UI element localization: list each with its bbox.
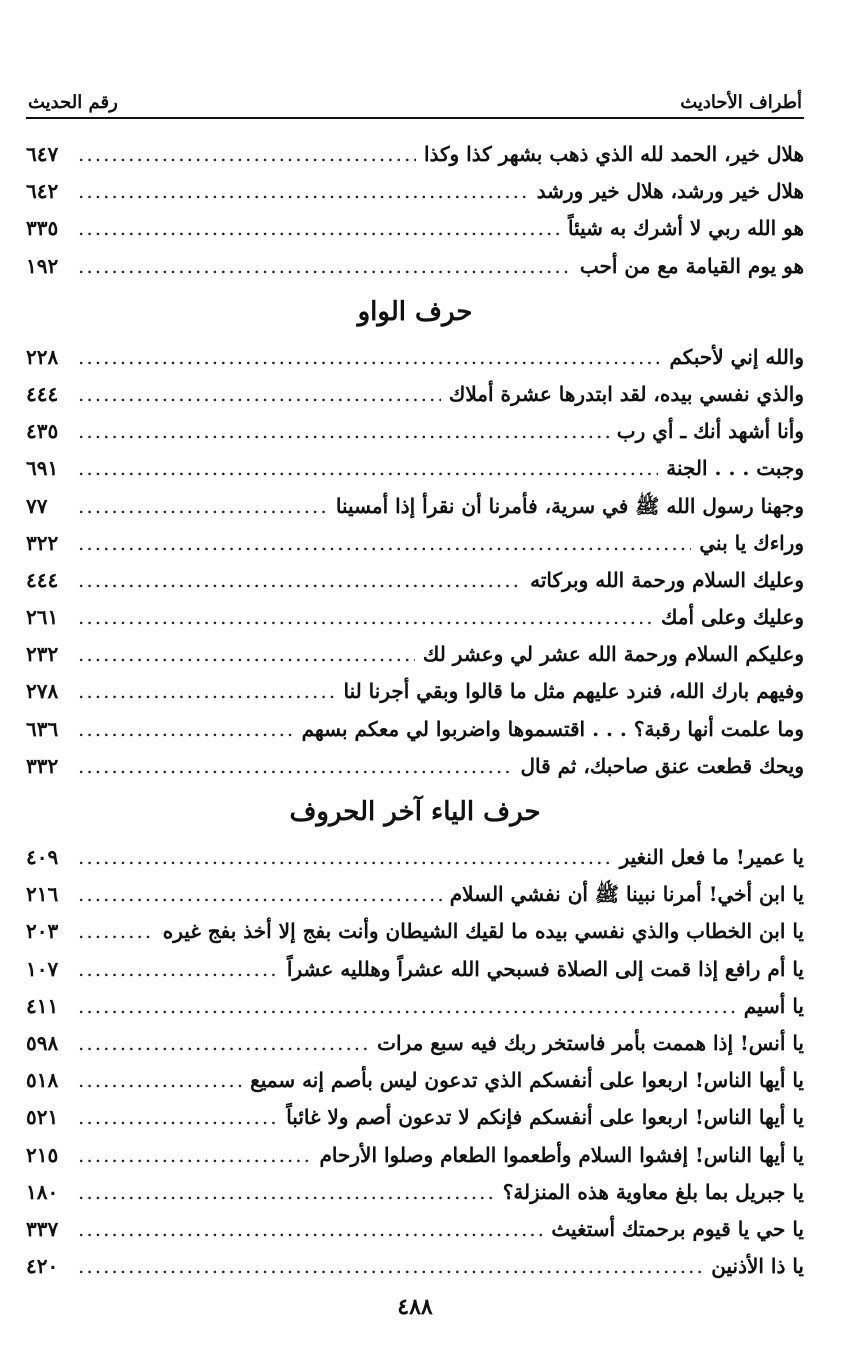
- index-entry: [26, 599, 804, 636]
- index-entry: [26, 525, 804, 562]
- hadith-number: ٦٤٧: [26, 142, 59, 166]
- dot-leader: [78, 488, 328, 525]
- hadith-text: يا جبريل بما بلغ معاوية هذه المنزلة؟: [502, 1179, 804, 1204]
- dot-leader: [78, 248, 572, 285]
- hadith-text: والله إني لأحبكم: [669, 344, 804, 369]
- hadith-number: ٢٦١: [26, 605, 59, 630]
- hadith-number: ٣٢٢: [26, 530, 59, 555]
- hadith-text: هلال خير ورشد، هلال خير ورشد: [536, 179, 804, 204]
- dot-leader: [78, 525, 691, 562]
- index-entry: [26, 1174, 804, 1211]
- page-number: ٤٨٨: [397, 1294, 433, 1320]
- index-entry: [26, 136, 804, 173]
- index-entry: [26, 1062, 804, 1099]
- book-page: [26, 0, 804, 1372]
- index-entry: [26, 413, 804, 450]
- hadith-text: وعليك السلام ورحمة الله وبركاته: [530, 567, 804, 592]
- index-entry: [26, 173, 804, 210]
- hadith-text: ويحك قطعت عنق صاحبك، ثم قال: [520, 753, 804, 778]
- hadith-index: [26, 136, 804, 1285]
- hadith-number: ١٨٠: [26, 1179, 59, 1204]
- index-entry: [26, 376, 804, 413]
- dot-leader: [78, 636, 415, 673]
- hadith-number: ١٩٢: [26, 253, 59, 278]
- hadith-number: ٣٣٧: [26, 1216, 59, 1241]
- index-entry: [26, 210, 804, 247]
- index-entry: [26, 248, 804, 285]
- dot-leader: [78, 1025, 369, 1062]
- hadith-text: وجهنا رسول الله ﷺ في سرية، فأمرنا أن نقرأ إذا أمسينا: [335, 493, 804, 518]
- index-entry: [26, 450, 804, 487]
- hadith-text: يا أيها الناس! اربعوا على أنفسكم فإنكم لا تدعون أصم ولا غائباً: [286, 1105, 804, 1130]
- hadith-text: يا ابن أخي! أمرنا نبينا ﷺ أن نفشي السلام: [449, 882, 804, 907]
- hadith-number: ٣٣٥: [26, 216, 59, 241]
- index-entry: [26, 562, 804, 599]
- dot-leader: [78, 711, 294, 748]
- dot-leader: [78, 951, 279, 988]
- hadith-text: وفيهم بارك الله، فنرد عليهم مثل ما قالوا وبقي أجرنا لنا: [343, 679, 804, 704]
- hadith-number: ٣٣٢: [26, 753, 59, 778]
- index-entry: [26, 673, 804, 710]
- hadith-number: ٥٩٨: [26, 1030, 59, 1055]
- hadith-number: ٢٧٨: [26, 679, 59, 704]
- index-entry: [26, 748, 804, 785]
- index-entry: [26, 913, 804, 950]
- dot-leader: [78, 1137, 312, 1174]
- index-entry: [26, 839, 804, 876]
- hadith-text: يا عمير! ما فعل النغير: [619, 845, 804, 869]
- hadith-text: يا أسيم: [743, 993, 804, 1018]
- index-entry: [26, 636, 804, 673]
- hadith-text: يا أيها الناس! اربعوا على أنفسكم الذي تدعون ليس بأصم إنه سميع: [250, 1068, 804, 1093]
- hadith-number: ٤١١: [26, 993, 59, 1018]
- header-column-label: رقم الحديث: [28, 92, 118, 113]
- dot-leader: [78, 599, 653, 636]
- dot-leader: [78, 339, 661, 376]
- dot-leader: [78, 748, 512, 785]
- section-title: حرف الياء آخر الحروف: [289, 797, 541, 827]
- hadith-text: وعليكم السلام ورحمة الله عشر لي وعشر لك: [422, 642, 804, 667]
- dot-leader: [78, 1099, 278, 1136]
- index-entry: [26, 1248, 804, 1285]
- hadith-text: يا ذا الأذنين: [711, 1254, 804, 1279]
- hadith-number: ٤٤٤: [26, 381, 59, 406]
- hadith-number: ٧٧: [26, 493, 48, 518]
- dot-leader: [78, 1211, 543, 1248]
- dot-leader: [78, 913, 155, 950]
- dot-leader: [78, 413, 609, 450]
- header-title: أطراف الأحاديث: [680, 92, 802, 113]
- hadith-number: ٥١٨: [26, 1068, 59, 1093]
- hadith-text: يا ابن الخطاب والذي نفسي بيده ما لقيك الشيطان وأنت بفج إلا أخذ بفج غيره: [162, 919, 804, 944]
- hadith-number: ٤٤٤: [26, 567, 59, 592]
- hadith-number: ٤٣٥: [26, 419, 59, 444]
- hadith-number: ٢٢٨: [26, 344, 59, 369]
- dot-leader: [78, 839, 612, 876]
- hadith-number: ٢٣٢: [26, 642, 59, 667]
- dot-leader: [78, 673, 335, 710]
- index-entry: [26, 988, 804, 1025]
- index-entry: [26, 711, 804, 748]
- hadith-number: ٢١٦: [26, 882, 59, 907]
- hadith-text: هو الله ربي لا أشرك به شيئاً: [568, 216, 804, 241]
- dot-leader: [78, 562, 522, 599]
- hadith-text: يا أنس! إذا هممت بأمر فاستخر ربك فيه سبع مرات: [377, 1030, 804, 1055]
- dot-leader: [78, 1062, 242, 1099]
- dot-leader: [78, 450, 658, 487]
- dot-leader: [78, 988, 736, 1025]
- section-title: حرف الواو: [357, 296, 473, 327]
- running-header: [26, 92, 804, 119]
- hadith-text: يا حي يا قيوم برحمتك أستغيث: [551, 1216, 804, 1241]
- hadith-text: يا أيها الناس! إفشوا السلام وأطعموا الطعام وصلوا الأرحام: [319, 1142, 804, 1167]
- index-entry: [26, 488, 804, 525]
- hadith-text: وجبت . . . الجنة: [666, 456, 804, 481]
- hadith-text: هلال خير، الحمد لله الذي ذهب بشهر كذا وكذا: [423, 142, 804, 166]
- index-entry: [26, 1099, 804, 1136]
- hadith-number: ٤٠٩: [26, 845, 59, 869]
- hadith-number: ٢٠٣: [26, 919, 59, 944]
- dot-leader: [78, 1248, 703, 1285]
- hadith-number: ٢١٥: [26, 1142, 59, 1167]
- index-entry: [26, 951, 804, 988]
- index-entry: [26, 339, 804, 376]
- hadith-text: وراءك يا بني: [699, 530, 804, 555]
- index-entry: [26, 1025, 804, 1062]
- dot-leader: [78, 1174, 495, 1211]
- dot-leader: [78, 376, 441, 413]
- hadith-text: وما علمت أنها رقبة؟ . . . اقتسموها واضربوا لي معكم بسهم: [301, 716, 804, 741]
- hadith-number: ٦٣٦: [26, 716, 59, 741]
- index-entry: [26, 1211, 804, 1248]
- hadith-number: ٥٢١: [26, 1105, 59, 1130]
- hadith-text: يا أم رافع إذا قمت إلى الصلاة فسبحي الله عشراً وهلليه عشراً: [286, 956, 804, 981]
- index-entry: [26, 1137, 804, 1174]
- dot-leader: [78, 876, 442, 913]
- hadith-number: ٦٩١: [26, 456, 59, 481]
- hadith-number: ٦٤٢: [26, 179, 59, 204]
- dot-leader: [78, 136, 416, 173]
- hadith-text: وأنا أشهد أنك ـ أي رب: [616, 419, 804, 444]
- hadith-text: هو يوم القيامة مع من أحب: [579, 253, 804, 278]
- dot-leader: [78, 173, 529, 210]
- dot-leader: [78, 210, 560, 247]
- hadith-text: والذي نفسي بيده، لقد ابتدرها عشرة أملاك: [448, 381, 804, 406]
- index-entry: [26, 876, 804, 913]
- hadith-text: وعليك وعلى أمك: [660, 605, 804, 630]
- hadith-number: ١٠٧: [26, 956, 59, 981]
- hadith-number: ٤٢٠: [26, 1254, 59, 1279]
